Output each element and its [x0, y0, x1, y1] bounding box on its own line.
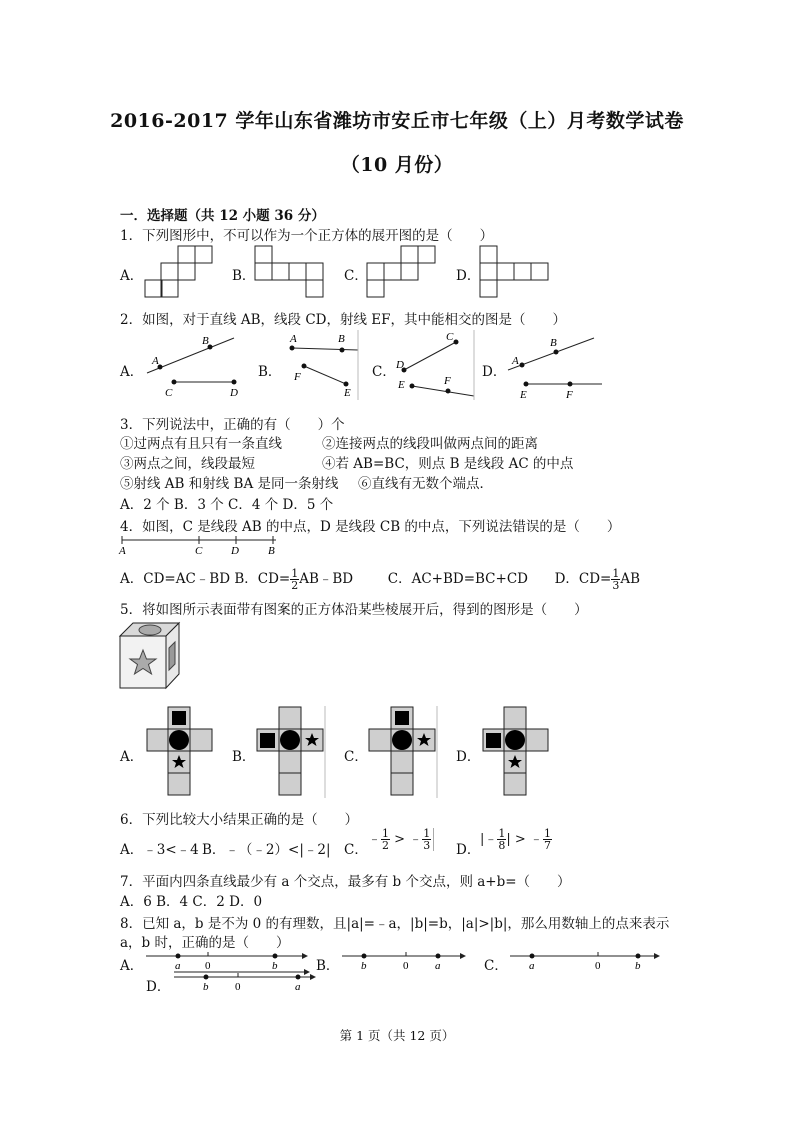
question-5-stem: 5．将如图所示表面带有图案的正方体沿某些棱展开后，得到的图形是（ ） [120, 602, 588, 618]
label-a: A [512, 355, 519, 367]
origin: 0 [235, 981, 241, 993]
q5-net-a [146, 706, 216, 798]
question-3-stem: 3．下列说法中，正确的有（ ）个 [120, 417, 345, 433]
label-b: B [550, 337, 557, 349]
label-b: B [338, 333, 345, 345]
q3-statement-5: ⑤射线 AB 和射线 BA 是同一条射线 [120, 476, 339, 492]
q4-option-ab: A．CD=AC﹣BD B．CD= [120, 571, 291, 587]
q1-option-d: D． [456, 268, 481, 284]
q1-net-c [366, 245, 441, 300]
q3-statement-1: ①过两点有且只有一条直线 [120, 436, 282, 452]
point-c: C [195, 545, 203, 557]
q5-option-d: D． [456, 749, 481, 765]
q8-option-a: A． [120, 958, 144, 974]
numerator: 1 [543, 827, 551, 840]
numerator: 1 [423, 827, 431, 840]
label-f: F [566, 389, 573, 401]
q2-figure-a [142, 330, 257, 400]
q1-option-a: A． [120, 268, 144, 284]
numerator: 1 [382, 827, 390, 840]
q5-cube-figure [119, 622, 181, 690]
q4-segment-figure [118, 530, 283, 558]
fraction-half [290, 568, 299, 591]
label-e: E [344, 387, 351, 399]
q6-option-b: B．﹣（﹣2）<|﹣2| [202, 842, 331, 858]
q2-figure-b [280, 330, 370, 400]
question-7-stem: 7．平面内四条直线最少有 a 个交点，最多有 b 个交点，则 a+b=（ ） [120, 874, 571, 890]
point-b: b [272, 960, 278, 972]
label-a: A [152, 355, 159, 367]
q2-option-c: C． [372, 364, 396, 380]
label-c: C [165, 387, 173, 399]
q3-statement-3: ③两点之间，线段最短 [120, 456, 255, 472]
label-d: D [230, 387, 238, 399]
point-b: B [268, 545, 275, 557]
q6-option-a: A．﹣3<﹣4 [120, 842, 199, 858]
point-a: a [175, 960, 181, 972]
q5-option-b: B． [232, 749, 256, 765]
q5-net-b [256, 706, 328, 798]
label-b: B [202, 335, 209, 347]
q3-statement-6: ⑥直线有无数个端点． [358, 476, 493, 492]
q8-number-line-c [508, 950, 668, 976]
q7-options: A．6 B．4 C．2 D．0 [120, 894, 263, 910]
point-a: a [435, 960, 441, 972]
q1-net-d [479, 245, 554, 300]
page-footer: 第 1 页（共 12 页） [339, 1028, 455, 1043]
label-e: E [520, 389, 527, 401]
page-subtitle: （10 月份） [340, 154, 454, 176]
label-c: C [446, 331, 454, 343]
label-e: E [398, 379, 405, 391]
point-b: b [361, 960, 367, 972]
denominator: 7 [543, 839, 551, 852]
q4-option-d-tail: AB [620, 571, 641, 587]
numerator: 1 [612, 567, 620, 580]
q3-statement-2: ②连接两点的线段叫做两点间的距离 [322, 436, 538, 452]
q3-statement-4: ④若 AB=BC，则点 B 是线段 AC 的中点 [322, 456, 574, 472]
q2-option-b: B． [258, 364, 282, 380]
q1-net-b [254, 245, 329, 300]
q2-option-a: A． [120, 364, 144, 380]
question-4-stem: 4．如图，C 是线段 AB 的中点，D 是线段 CB 的中点，下列说法错误的是（ ） [120, 519, 621, 535]
q5-net-d [482, 706, 552, 798]
q5-option-a: A． [120, 749, 144, 765]
point-d: D [231, 545, 239, 557]
q1-net-a [144, 245, 219, 300]
q8-option-c: C． [484, 958, 508, 974]
point-b: b [635, 960, 641, 972]
label-f: F [294, 371, 301, 383]
origin: 0 [595, 960, 601, 972]
page-title: 2016-2017 学年山东省潍坊市安丘市七年级（上）月考数学试卷 [110, 110, 684, 132]
question-8-stem-line-2: a，b 时，正确的是（ ） [120, 935, 290, 951]
question-1-stem: 1．下列图形中，不可以作为一个正方体的展开图的是（ ） [120, 228, 494, 244]
q2-figure-d [504, 330, 604, 400]
q5-net-c [368, 706, 440, 798]
denominator: 8 [498, 839, 506, 852]
q2-figure-c [394, 330, 479, 400]
q5-option-c: C． [344, 749, 368, 765]
q3-options: A．2 个 B．3 个 C．4 个 D．5 个 [120, 497, 334, 513]
question-2-stem: 2．如图，对于直线 AB，线段 CD，射线 EF，其中能相交的图是（ ） [120, 312, 567, 328]
q4-options [120, 567, 640, 591]
q8-number-line-d [172, 971, 322, 997]
origin: 0 [205, 960, 211, 972]
point-b: b [203, 981, 209, 993]
numerator: 1 [498, 827, 506, 840]
denominator: 3 [612, 579, 620, 592]
label-a: A [290, 333, 297, 345]
question-6-stem: 6．下列比较大小结果正确的是（ ） [120, 812, 359, 828]
q6-option-c-expression: ﹣ $\frac{1}{2}$ > ﹣ $\frac{1}{3}$ [368, 828, 434, 851]
section-heading: 一．选择题（共 12 小题 36 分） [120, 208, 325, 224]
point-a: a [529, 960, 535, 972]
q4-option-c: C．AC+BD=BC+CD [387, 571, 528, 587]
point-a: A [119, 545, 126, 557]
origin: 0 [403, 960, 409, 972]
q6-option-c-label: C． [344, 842, 368, 858]
denominator: 2 [382, 839, 390, 852]
point-a: a [295, 981, 301, 993]
q8-option-b: B． [316, 958, 340, 974]
q8-number-line-b [340, 950, 470, 976]
q1-option-c: C． [344, 268, 368, 284]
q8-option-d: D． [146, 979, 171, 995]
label-f: F [444, 375, 451, 387]
label-d: D [396, 359, 404, 371]
q6-option-d-expression: |﹣ $\frac{1}{8}$ | > ﹣ $\frac{1}{7}$ [480, 827, 551, 852]
question-8-stem-line-1: 8．已知 a，b 是不为 0 的有理数，且|a|=﹣a，|b|=b，|a|>|b|，那么用数轴上的点来表示 [120, 916, 670, 932]
q1-option-b: B． [232, 268, 256, 284]
q2-option-d: D． [482, 364, 507, 380]
numerator: 1 [291, 567, 299, 580]
denominator: 3 [423, 839, 431, 852]
q4-option-d: D．CD= [554, 571, 612, 587]
denominator: 2 [291, 579, 299, 592]
q4-option-b-tail: AB﹣BD [299, 571, 354, 587]
q6-option-d-label: D． [456, 842, 481, 858]
